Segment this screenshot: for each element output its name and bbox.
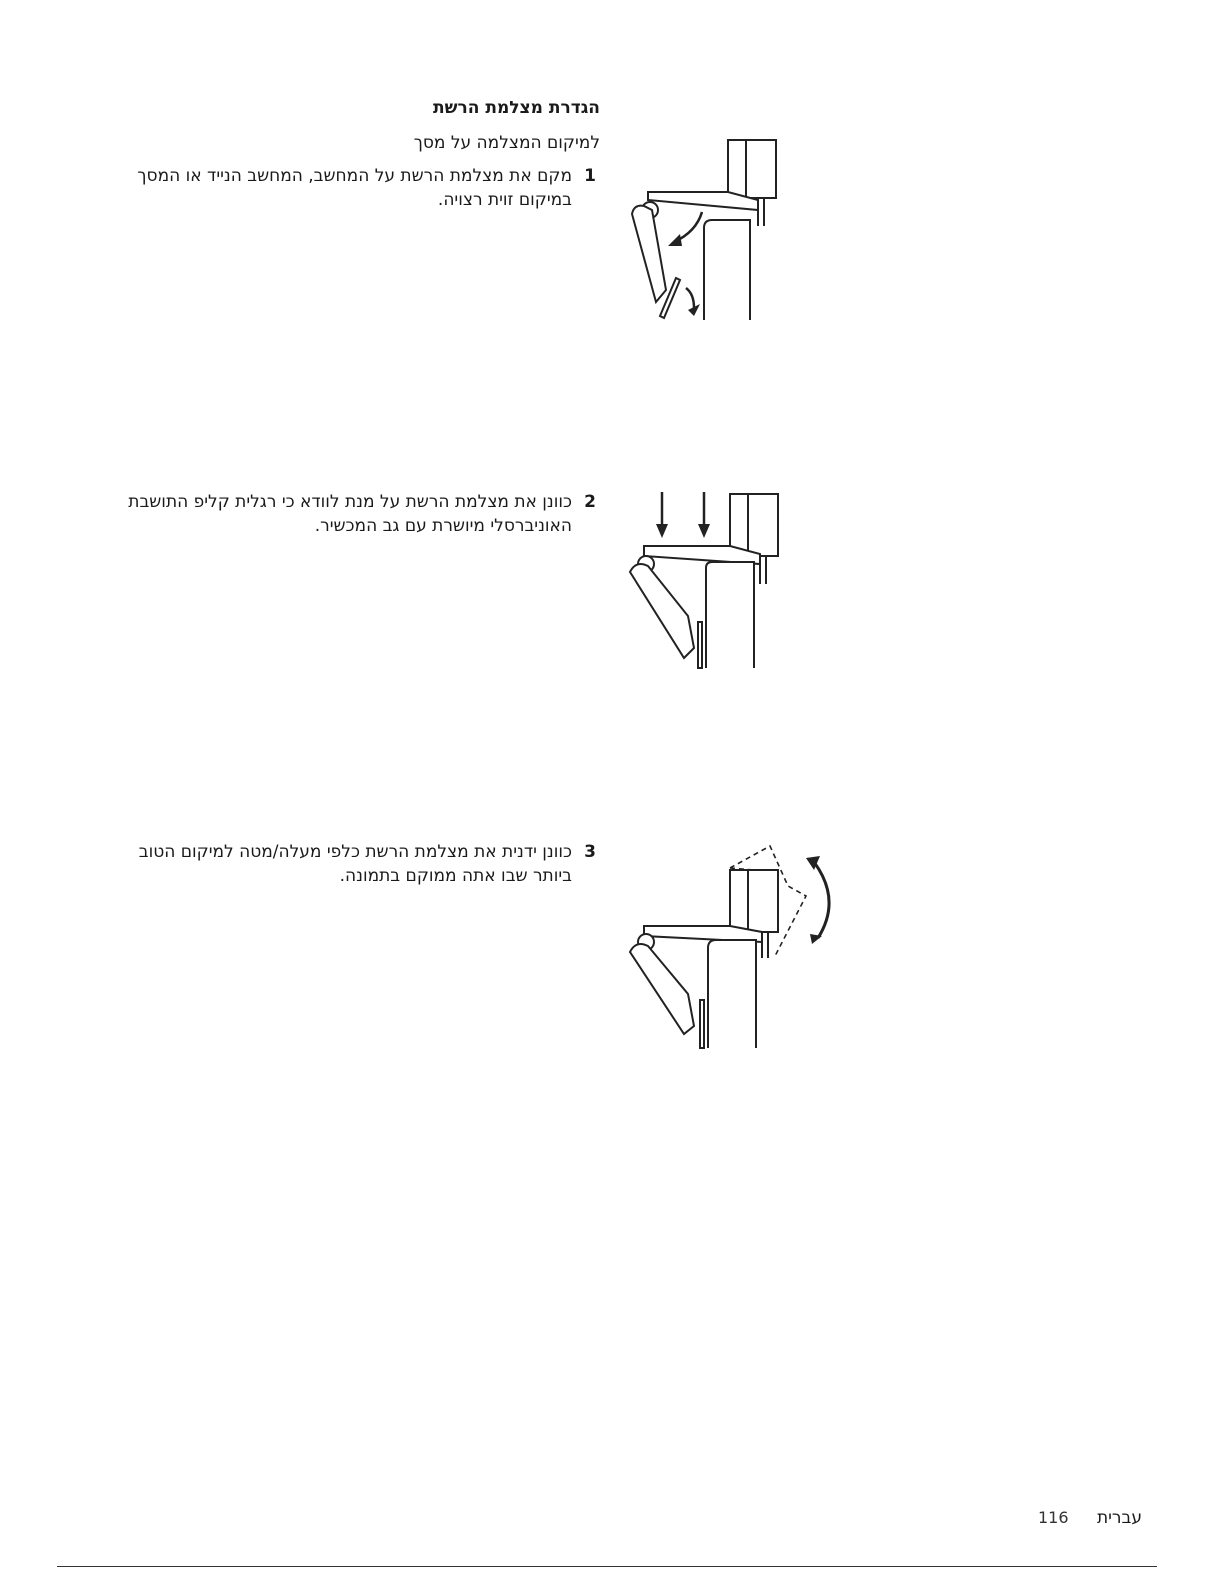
step-number: 3 bbox=[584, 842, 596, 862]
step-line: כוונן ידנית את מצלמת הרשת כלפי מעלה/מטה למיקום הטוב bbox=[138, 842, 572, 862]
step-text bbox=[100, 490, 572, 538]
step-line: כוונן את מצלמת הרשת על מנת לוודא כי רגלית קליפ התושבת bbox=[128, 492, 572, 512]
step-line: מקם את מצלמת הרשת על המחשב, המחשב הנייד או המסך bbox=[137, 166, 572, 186]
webcam-mount-illustration-1 bbox=[618, 130, 788, 325]
step-text bbox=[100, 840, 572, 888]
page-title: הגדרת מצלמת הרשת bbox=[433, 98, 600, 118]
webcam-mount-illustration-3 bbox=[618, 838, 848, 1053]
footer-language: עברית bbox=[1096, 1508, 1142, 1528]
webcam-mount-illustration-2 bbox=[618, 488, 788, 673]
step-text bbox=[100, 164, 572, 212]
step-line: האוניברסלי מיושרת עם גב המכשיר. bbox=[314, 516, 572, 536]
step-line: ביותר שבו אתה ממוקם בתמונה. bbox=[339, 866, 572, 886]
step-line: במיקום זוית רצויה. bbox=[437, 190, 572, 210]
step-number: 1 bbox=[584, 166, 596, 186]
footer-divider bbox=[57, 1566, 1157, 1567]
section-subtitle: למיקום המצלמה על מסך bbox=[413, 133, 600, 153]
page-number: 116 bbox=[1038, 1508, 1069, 1527]
step-number: 2 bbox=[584, 492, 596, 512]
